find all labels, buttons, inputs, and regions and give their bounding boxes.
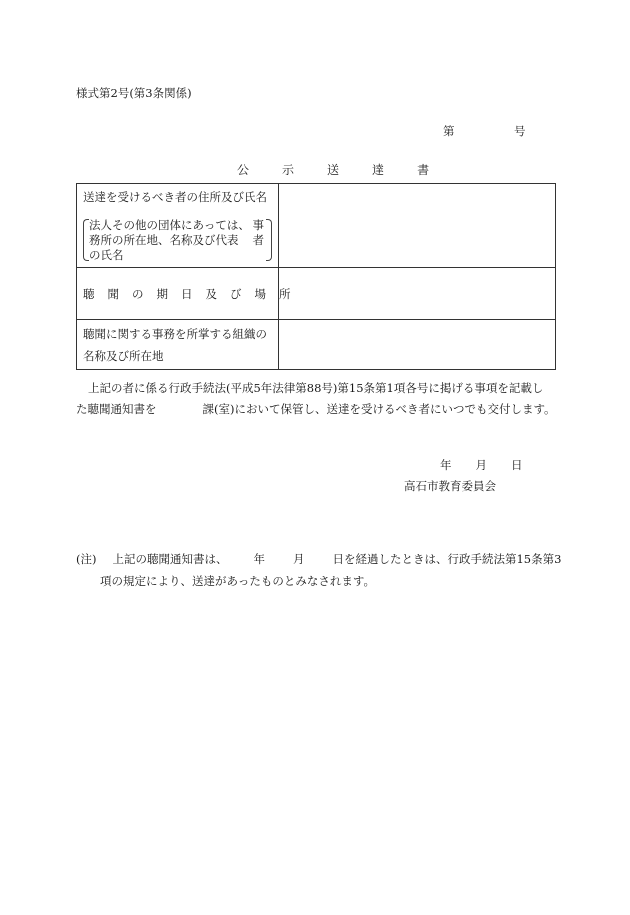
body-text-line: 上記の者に係る行政手続法(平成5年法律第88号)第15条第1項各号に掲げる事項を記載し [88, 381, 544, 395]
body-text-segment: 課(室)において保管し、送達を受けるべき者にいつでも交付します。 [202, 402, 556, 416]
label-char: 期 [156, 287, 168, 301]
recipient-label-cell [77, 184, 279, 268]
hearing-date-label [83, 286, 291, 302]
note-text: 日を経過したときは、行政手続法第15条第3 [332, 552, 562, 566]
issuing-authority: 高石市教育委員会 [404, 479, 496, 493]
date-year: 年 [440, 458, 452, 472]
corporate-note-tail: 者 [252, 233, 264, 247]
note-line [76, 551, 561, 567]
table-row-recipient [77, 184, 556, 268]
corporate-note-line: の氏名 [89, 248, 124, 262]
date-month: 月 [475, 458, 487, 472]
hearing-date-label-cell [77, 268, 291, 320]
label-char: 聴 [83, 287, 95, 301]
title-char: 書 [417, 163, 430, 177]
organization-label-line: 聴聞に関する事務を所掌する組織の [83, 327, 267, 341]
organization-label-line: 名称及び所在地 [83, 349, 164, 363]
corporate-note-line: 法人その他の団体にあっては、 [89, 218, 250, 232]
note-year: 年 [253, 552, 265, 566]
title-char: 示 [282, 163, 295, 177]
label-char: 及 [205, 287, 217, 301]
corporate-note-bracket [83, 217, 272, 263]
recipient-value-cell[interactable] [279, 184, 556, 268]
note-text: 上記の聴聞通知書は、 [112, 552, 228, 566]
label-char: 聞 [107, 287, 119, 301]
table-row-hearing-date [77, 268, 556, 320]
label-char: の [132, 287, 144, 301]
hearing-date-value-cell[interactable] [279, 268, 556, 320]
notice-info-table [76, 183, 556, 370]
document-title [237, 161, 429, 178]
label-char: 日 [181, 287, 193, 301]
title-char: 送 [327, 163, 340, 177]
organization-value-cell[interactable] [279, 320, 556, 370]
label-char: 場 [254, 287, 266, 301]
document-number-prefix: 第 [443, 124, 455, 138]
organization-label-cell [77, 320, 279, 370]
recipient-label: 送達を受けるべき者の住所及び氏名 [83, 190, 267, 204]
form-number-label: 様式第2号(第3条関係) [76, 86, 192, 100]
document-number-suffix: 号 [514, 124, 526, 138]
title-char: 公 [237, 163, 250, 177]
title-char: 達 [372, 163, 385, 177]
label-char: 所 [279, 287, 291, 301]
note-month: 月 [292, 552, 305, 566]
note-prefix: (注) [76, 552, 97, 566]
body-text-segment: た聴聞通知書を [76, 402, 157, 416]
right-bracket [266, 219, 272, 261]
note-line: 項の規定により、送達があったものとみなされます。 [100, 574, 375, 588]
body-text-line [76, 401, 556, 417]
date-day: 日 [511, 458, 523, 472]
corporate-note-tail: 事 [252, 218, 264, 232]
table-row-organization [77, 320, 556, 370]
issue-date [440, 457, 523, 473]
label-char: び [230, 287, 242, 301]
corporate-note-line: 務所の所在地、名称及び代表 [89, 233, 239, 247]
